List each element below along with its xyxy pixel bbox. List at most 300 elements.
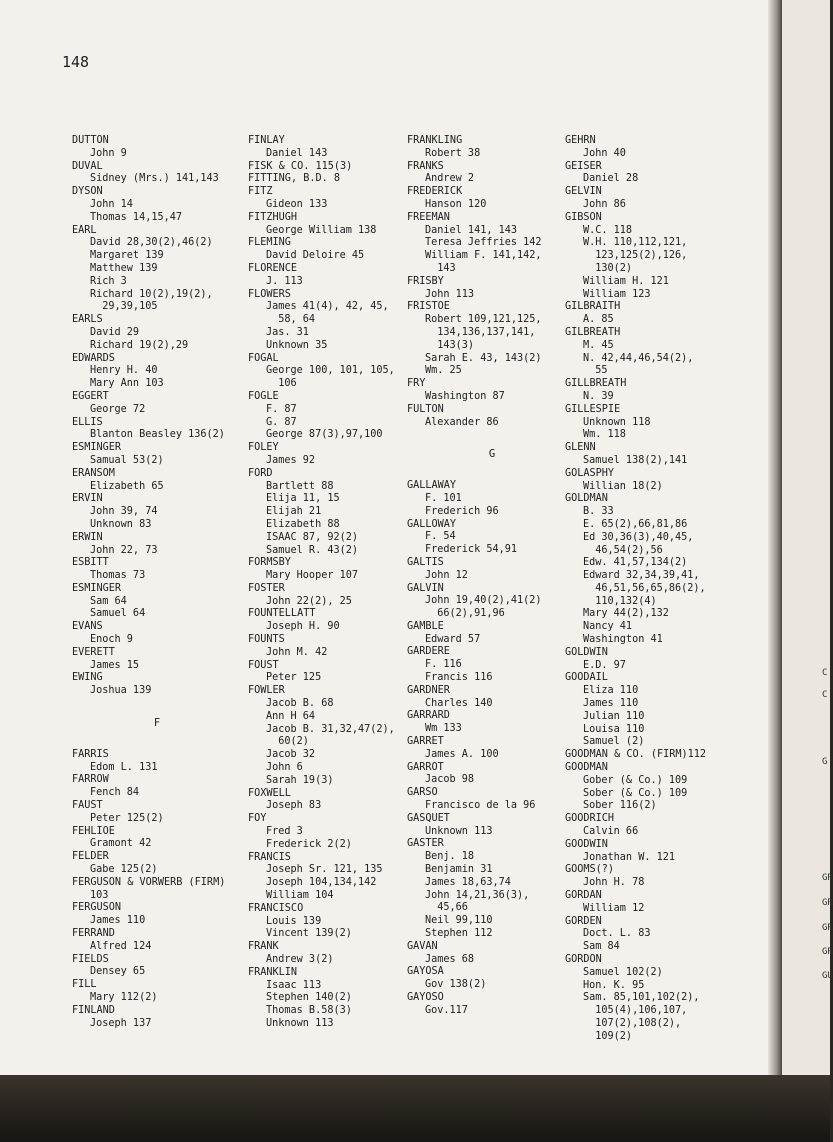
- index-entry: [565, 647, 735, 673]
- index-entry: [407, 813, 577, 839]
- entry-given-name-line: James 41(4), 42, 45,: [266, 301, 389, 313]
- entry-surname: FULTON: [407, 403, 444, 415]
- entry-surname: FREDERICK: [407, 186, 463, 198]
- entry-given-name-line: Densey 65: [90, 966, 146, 978]
- entry-surname: FRISBY: [407, 275, 444, 287]
- entry-given-name-line: Isaac 113: [266, 979, 322, 991]
- entry-given-name-line: Unknown 83: [90, 518, 152, 530]
- entry-given-name-line: 105(4),106,107,: [583, 1005, 688, 1017]
- entry-surname: DYSON: [72, 186, 103, 198]
- entry-given-name-line: Andrew 3(2): [266, 954, 334, 965]
- entry-given-name-line: Neil 99,110: [425, 915, 493, 927]
- index-entry: [407, 762, 577, 788]
- entry-surname: FERRAND: [72, 928, 115, 940]
- entry-given-name-line: N. 39: [583, 390, 614, 402]
- entry-surname: EVANS: [72, 621, 103, 633]
- entry-given-name-line: Sober 116(2): [583, 800, 657, 812]
- entry-given-name-line: John M. 42: [266, 646, 328, 658]
- index-entry: [407, 212, 577, 276]
- entry-given-name-line: Hon. K. 95: [583, 979, 645, 991]
- entry-given-name-line: Gabe 125(2): [90, 864, 158, 876]
- entry-surname: ESMINGER: [72, 442, 122, 454]
- index-entry: [248, 660, 418, 686]
- entry-given-name-line: Daniel 141, 143: [425, 224, 518, 236]
- entry-given-name-line: William 12: [583, 902, 645, 914]
- entry-surname: GOODMAN & CO. (FIRM)112: [565, 749, 707, 761]
- adjacent-page-text-fragment: GR: [822, 898, 833, 908]
- entry-given-name-line: Louisa 110: [583, 723, 645, 735]
- index-entry: [248, 135, 418, 161]
- entry-surname: FINLAY: [248, 135, 285, 146]
- entry-given-name-line: Elizabeth 65: [90, 480, 164, 492]
- entry-surname: FINLAND: [72, 1004, 115, 1016]
- entry-given-name-line: Daniel 143: [266, 147, 328, 159]
- entry-given-name-line: James 68: [425, 953, 475, 965]
- entry-surname: FERGUSON & VORWERB (FIRM): [72, 876, 226, 888]
- index-entry: [72, 749, 242, 775]
- index-entry: [565, 442, 735, 468]
- entry-surname: FOXWELL: [248, 787, 291, 799]
- entry-given-name-line: John 9: [90, 147, 127, 159]
- entry-given-name-line: Edom L. 131: [90, 761, 158, 773]
- entry-given-name-line: Samuel 64: [90, 608, 146, 620]
- entry-surname: GALTIS: [407, 556, 444, 568]
- entry-given-name-line: James 92: [266, 454, 316, 466]
- adjacent-page-text-fragment: GU: [822, 971, 833, 981]
- entry-given-name-line: Louis 139: [266, 915, 322, 927]
- index-entry: [248, 263, 418, 289]
- entry-given-name-line: Edw. 41,57,134(2): [583, 557, 688, 569]
- entry-given-name-line: 110,132(4): [583, 595, 657, 607]
- entry-given-name-line: Hanson 120: [425, 198, 487, 210]
- entry-given-name-line: Bartlett 88: [266, 480, 334, 492]
- index-entry: [565, 954, 735, 1044]
- entry-given-name-line: W.C. 118: [583, 224, 633, 236]
- index-entry: [565, 468, 735, 494]
- entry-given-name-line: W.H. 110,112,121,: [583, 237, 688, 249]
- index-entry: [407, 787, 577, 813]
- entry-given-name-line: Mary 112(2): [90, 992, 158, 1003]
- index-entry: [248, 289, 418, 353]
- entry-given-name-line: Eliza 110: [583, 685, 639, 697]
- entry-surname: GARRARD: [407, 710, 450, 722]
- entry-given-name-line: 123,125(2),126,: [583, 250, 688, 262]
- entry-given-name-line: Benj. 18: [425, 851, 475, 863]
- entry-surname: GEHRN: [565, 135, 596, 146]
- entry-given-name-line: Mary Ann 103: [90, 378, 164, 390]
- entry-surname: FRANCISCO: [248, 902, 304, 914]
- index-entry: [248, 583, 418, 609]
- index-entry: [72, 557, 242, 583]
- entry-surname: FILL: [72, 979, 97, 991]
- entry-given-name-line: George 100, 101, 105,: [266, 365, 395, 377]
- entry-given-name-line: Thomas 73: [90, 570, 146, 582]
- entry-given-name-line: George 87(3),97,100: [266, 429, 383, 441]
- entry-given-name-line: Unknown 35: [266, 339, 328, 351]
- index-entry: [72, 493, 242, 531]
- entry-surname: FRANKLING: [407, 135, 463, 146]
- entry-surname: GASTER: [407, 838, 444, 850]
- entry-given-name-line: Sam 64: [90, 595, 127, 607]
- entry-given-name-line: David Deloire 45: [266, 250, 365, 262]
- entry-given-name-line: Sam 84: [583, 941, 620, 953]
- entry-given-name-line: Stephen 140(2): [266, 992, 352, 1004]
- index-entry: [248, 161, 418, 174]
- entry-given-name-line: George William 138: [266, 224, 377, 236]
- entry-given-name-line: Fench 84: [90, 787, 140, 799]
- entry-surname: ERWIN: [72, 531, 103, 543]
- entry-given-name-line: Mary Hooper 107: [266, 570, 359, 582]
- index-entry: [248, 173, 418, 186]
- entry-given-name-line: Daniel 28: [583, 173, 639, 185]
- entry-given-name-line: Ann H 64: [266, 710, 316, 722]
- entry-given-name-line: Joshua 139: [90, 685, 152, 697]
- index-entry: [407, 966, 577, 992]
- entry-given-name-line: Gov 138(2): [425, 979, 487, 991]
- entry-given-name-line: Washington 41: [583, 634, 663, 646]
- index-entry: [248, 186, 418, 212]
- entry-given-name-line: B. 33: [583, 506, 614, 518]
- entry-surname: GARROT: [407, 761, 444, 773]
- entry-given-name-line: 143: [425, 262, 456, 274]
- entry-given-name-line: Nancy 41: [583, 621, 633, 633]
- entry-given-name-line: Charles 140: [425, 697, 493, 709]
- index-entry: [407, 992, 577, 1018]
- entry-given-name-line: Sam. 85,101,102(2),: [583, 992, 700, 1004]
- entry-surname: GILBREATH: [565, 326, 621, 338]
- index-entry: [565, 916, 735, 954]
- entry-surname: GORDAN: [565, 890, 602, 902]
- index-entry: [407, 276, 577, 302]
- entry-surname: GOODAIL: [565, 672, 608, 684]
- index-column-1: [72, 135, 242, 1030]
- index-entry: [565, 186, 735, 212]
- entry-given-name-line: Wm. 118: [583, 429, 626, 441]
- entry-surname: FELDER: [72, 851, 109, 863]
- entry-given-name-line: F. 116: [425, 659, 462, 671]
- index-entry: [248, 468, 418, 558]
- entry-given-name-line: Vincent 139(2): [266, 928, 352, 940]
- entry-given-name-line: John 6: [266, 762, 303, 774]
- entry-given-name-line: Jacob B. 31,32,47(2),: [266, 723, 395, 735]
- entry-given-name-line: Thomas B.58(3): [266, 1005, 352, 1017]
- entry-surname: EGGERT: [72, 390, 109, 402]
- index-entry: [565, 212, 735, 302]
- index-entry: [565, 672, 735, 749]
- entry-surname: FLOWERS: [248, 288, 291, 300]
- entry-given-name-line: William F. 141,142,: [425, 250, 542, 262]
- adjacent-page-text-fragment: GR: [822, 873, 833, 883]
- entry-given-name-line: E. 65(2),66,81,86: [583, 518, 688, 530]
- index-entry: [72, 774, 242, 800]
- entry-surname: FORD: [248, 467, 273, 479]
- index-entry: [565, 378, 735, 404]
- entry-given-name-line: 106: [266, 378, 297, 390]
- entry-surname: FIELDS: [72, 953, 109, 965]
- entry-surname: FITTING, B.D. 8: [248, 173, 341, 185]
- index-entry: [407, 557, 577, 583]
- entry-given-name-line: Thomas 14,15,47: [90, 211, 183, 223]
- index-entry: [565, 135, 735, 161]
- entry-given-name-line: John H. 78: [583, 877, 645, 889]
- entry-surname: ERANSOM: [72, 467, 115, 479]
- entry-surname: FOY: [248, 813, 267, 825]
- index-entry: [565, 864, 735, 890]
- entry-surname: GOODWIN: [565, 838, 608, 850]
- entry-surname: GEISER: [565, 160, 602, 172]
- index-entry: [407, 838, 577, 940]
- entry-surname: FRANCIS: [248, 851, 291, 863]
- entry-given-name-line: Frederich 96: [425, 505, 499, 517]
- entry-surname: FREEMAN: [407, 211, 450, 223]
- entry-surname: GARRET: [407, 736, 444, 748]
- entry-surname: GILLBREATH: [565, 378, 627, 390]
- section-letter: F: [153, 717, 161, 730]
- entry-given-name-line: F. 87: [266, 403, 297, 415]
- entry-surname: FARRIS: [72, 748, 109, 760]
- index-entry: [248, 941, 418, 967]
- entry-given-name-line: Willian 18(2): [583, 480, 663, 492]
- entry-surname: FOUNTELLATT: [248, 608, 316, 620]
- index-entry: [72, 877, 242, 903]
- index-entry: [72, 442, 242, 468]
- book-gutter: [768, 0, 782, 1075]
- entry-given-name-line: Henry H. 40: [90, 365, 158, 377]
- entry-surname: FOWLER: [248, 685, 285, 697]
- entry-surname: FOGLE: [248, 390, 279, 402]
- entry-surname: FOGAL: [248, 352, 279, 364]
- entry-given-name-line: John 39, 74: [90, 506, 158, 518]
- entry-given-name-line: John 86: [583, 198, 626, 210]
- entry-surname: FORMSBY: [248, 557, 291, 569]
- entry-given-name-line: John 22(2), 25: [266, 595, 352, 607]
- entry-given-name-line: F. 54: [425, 531, 456, 543]
- entry-given-name-line: Ed 30,36(3),40,45,: [583, 531, 694, 543]
- index-entry: [407, 941, 577, 967]
- entry-given-name-line: Elija 11, 15: [266, 493, 340, 505]
- entry-surname: GALLOWAY: [407, 518, 457, 530]
- adjacent-page-text-fragment: C: [822, 668, 828, 678]
- entry-given-name-line: Robert 38: [425, 147, 481, 159]
- adjacent-page-edge: [782, 0, 833, 1075]
- entry-given-name-line: A. 85: [583, 314, 614, 326]
- index-entry: [565, 749, 735, 762]
- entry-surname: DUTTON: [72, 135, 109, 146]
- entry-surname: GOLASPHY: [565, 467, 615, 479]
- entry-given-name-line: Washington 87: [425, 390, 505, 402]
- page-number: 148: [62, 53, 90, 71]
- index-entry: [72, 314, 242, 352]
- index-entry: [72, 583, 242, 621]
- entry-surname: GOLDWIN: [565, 646, 608, 658]
- index-entry: [248, 685, 418, 787]
- entry-given-name-line: William 123: [583, 288, 651, 300]
- index-entry: [407, 685, 577, 711]
- index-entry: [407, 135, 577, 161]
- index-entry: [248, 442, 418, 468]
- entry-surname: ESBITT: [72, 557, 109, 569]
- entry-given-name-line: 109(2): [583, 1030, 633, 1042]
- entry-surname: FAUST: [72, 800, 103, 812]
- entry-given-name-line: Jonathan W. 121: [583, 851, 676, 863]
- entry-surname: GLENN: [565, 442, 596, 454]
- index-entry: [407, 710, 577, 736]
- adjacent-page-text-fragment: G: [822, 757, 828, 767]
- entry-given-name-line: ISAAC 87, 92(2): [266, 531, 359, 543]
- entry-given-name-line: John 19,40(2),41(2): [425, 595, 542, 607]
- entry-given-name-line: James 110: [583, 698, 639, 710]
- index-entry: [407, 404, 577, 430]
- entry-surname: EARLS: [72, 314, 103, 326]
- entry-given-name-line: 29,39,105: [90, 301, 158, 313]
- entry-surname: FITZHUGH: [248, 211, 298, 223]
- entry-given-name-line: Frederick 2(2): [266, 838, 352, 850]
- entry-surname: FRANK: [248, 941, 279, 953]
- entry-surname: GASQUET: [407, 812, 450, 824]
- entry-given-name-line: John 113: [425, 288, 475, 300]
- entry-given-name-line: Joseph 137: [90, 1017, 152, 1029]
- index-entry: [72, 417, 242, 443]
- entry-given-name-line: Sarah 19(3): [266, 774, 334, 786]
- entry-surname: FERGUSON: [72, 902, 122, 914]
- entry-surname: FISK & CO. 115(3): [248, 160, 353, 172]
- index-entry: [72, 647, 242, 673]
- entry-surname: ESMINGER: [72, 582, 122, 594]
- entry-given-name-line: Rich 3: [90, 275, 127, 287]
- entry-given-name-line: Sidney (Mrs.) 141,143: [90, 173, 219, 185]
- entry-given-name-line: George 72: [90, 403, 146, 415]
- entry-given-name-line: John 14: [90, 198, 133, 210]
- index-entry: [565, 327, 735, 378]
- entry-given-name-line: Samuel (2): [583, 736, 645, 748]
- entry-given-name-line: Peter 125(2): [90, 812, 164, 824]
- entry-given-name-line: F. 101: [425, 492, 462, 504]
- entry-given-name-line: Richard 19(2),29: [90, 339, 189, 351]
- adjacent-page-text-fragment: C: [822, 690, 828, 700]
- entry-given-name-line: 66(2),91,96: [425, 608, 505, 620]
- entry-given-name-line: Joseph 83: [266, 800, 322, 812]
- index-entry: [565, 161, 735, 187]
- entry-surname: FOUST: [248, 659, 279, 671]
- entry-surname: FRY: [407, 378, 426, 390]
- entry-surname: GORDON: [565, 954, 602, 965]
- entry-given-name-line: Wm 133: [425, 723, 462, 735]
- entry-surname: GALVIN: [407, 582, 444, 594]
- adjacent-page-text-fragment: GR: [822, 947, 833, 957]
- entry-given-name-line: Samuel R. 43(2): [266, 544, 359, 556]
- entry-surname: FEHLIOE: [72, 825, 115, 837]
- entry-given-name-line: Benjamin 31: [425, 864, 493, 876]
- entry-surname: GALLAWAY: [407, 480, 457, 492]
- entry-given-name-line: John 12: [425, 569, 468, 581]
- entry-surname: GAYOSO: [407, 992, 444, 1003]
- entry-surname: FARROW: [72, 774, 109, 786]
- index-entry: [565, 301, 735, 327]
- entry-surname: GAVAN: [407, 940, 438, 952]
- index-entry: [72, 954, 242, 980]
- entry-surname: GAMBLE: [407, 620, 444, 632]
- entry-surname: FRANKS: [407, 160, 444, 172]
- entry-given-name-line: Gov.117: [425, 1004, 468, 1016]
- entry-given-name-line: Francis 116: [425, 672, 493, 684]
- entry-given-name-line: Enoch 9: [90, 634, 133, 646]
- index-column-4: [565, 135, 735, 1044]
- entry-surname: EWING: [72, 672, 103, 684]
- entry-given-name-line: Sarah E. 43, 143(2): [425, 352, 542, 364]
- entry-surname: GOOMS(?): [565, 864, 615, 876]
- entry-given-name-line: 107(2),108(2),: [583, 1017, 682, 1029]
- entry-given-name-line: James 15: [90, 659, 140, 671]
- index-entry: [565, 493, 735, 647]
- entry-given-name-line: Andrew 2: [425, 173, 475, 185]
- entry-given-name-line: James 110: [90, 915, 146, 927]
- index-entry: [72, 532, 242, 558]
- index-entry: [72, 851, 242, 877]
- entry-given-name-line: Robert 109,121,125,: [425, 314, 542, 326]
- entry-given-name-line: Joseph 104,134,142: [266, 877, 377, 889]
- entry-given-name-line: Wm. 25: [425, 365, 462, 377]
- index-entry: [72, 1005, 242, 1031]
- index-entry: [72, 468, 242, 494]
- index-entry: [248, 788, 418, 814]
- entry-given-name-line: Teresa Jeffries 142: [425, 237, 542, 249]
- index-entry: [248, 391, 418, 442]
- index-entry: [565, 839, 735, 865]
- entry-surname: EARL: [72, 224, 97, 236]
- entry-given-name-line: Gideon 133: [266, 198, 328, 210]
- index-entry: [565, 404, 735, 442]
- entry-surname: GARDERE: [407, 646, 450, 658]
- entry-given-name-line: 130(2): [583, 262, 633, 274]
- index-entry: [407, 583, 577, 621]
- adjacent-page-text-fragment: GR: [822, 923, 833, 933]
- index-entry: [248, 212, 418, 238]
- entry-surname: GILBRAITH: [565, 301, 621, 313]
- entry-given-name-line: William H. 121: [583, 275, 669, 287]
- entry-given-name-line: Jacob 98: [425, 774, 475, 786]
- index-column-3: [407, 135, 577, 1018]
- entry-surname: GILLESPIE: [565, 403, 621, 415]
- index-entry: [72, 979, 242, 1005]
- entry-given-name-line: Alfred 124: [90, 940, 152, 952]
- entry-given-name-line: Unknown 113: [425, 825, 493, 837]
- entry-given-name-line: 58, 64: [266, 314, 316, 326]
- index-entry: [72, 135, 242, 161]
- entry-given-name-line: Peter 125: [266, 672, 322, 684]
- entry-surname: GOODMAN: [565, 762, 608, 774]
- index-entry: [248, 634, 418, 660]
- index-entry: [248, 557, 418, 583]
- entry-given-name-line: Frederick 54,91: [425, 544, 518, 556]
- index-entry: [407, 378, 577, 404]
- index-entry: [407, 161, 577, 187]
- entry-given-name-line: David 28,30(2),46(2): [90, 237, 213, 249]
- entry-given-name-line: John 14,21,36(3),: [425, 889, 530, 901]
- entry-given-name-line: 60(2): [266, 736, 309, 748]
- index-entry: [248, 903, 418, 941]
- entry-surname: FLORENCE: [248, 262, 298, 274]
- index-entry: [72, 353, 242, 391]
- index-column-2: [248, 135, 418, 1031]
- entry-given-name-line: Stephen 112: [425, 928, 493, 940]
- entry-given-name-line: Jas. 31: [266, 326, 309, 338]
- entry-given-name-line: N. 42,44,46,54(2),: [583, 352, 694, 364]
- entry-given-name-line: James 18,63,74: [425, 876, 511, 888]
- entry-given-name-line: Mary 44(2),132: [583, 608, 669, 620]
- entry-given-name-line: Sober (& Co.) 109: [583, 787, 688, 799]
- entry-given-name-line: 143(3): [425, 339, 475, 351]
- section-letter: G: [488, 448, 496, 461]
